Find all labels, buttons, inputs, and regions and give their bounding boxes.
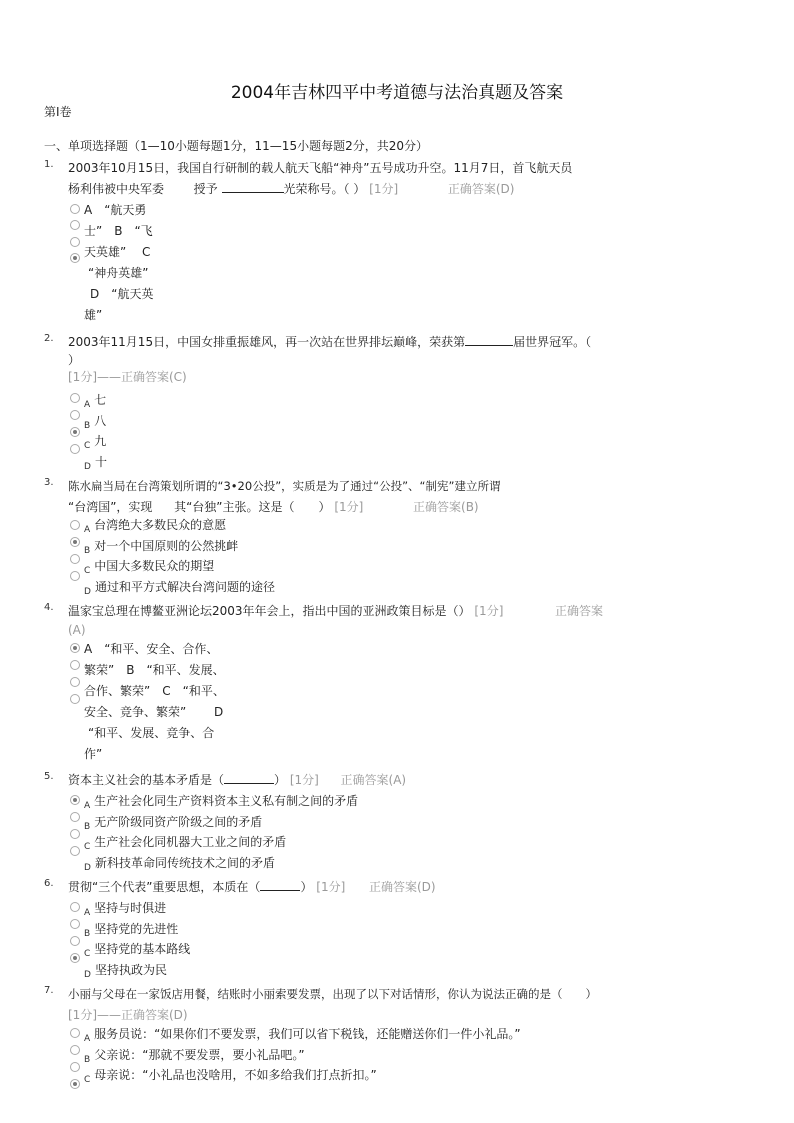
option-c: $_C$ 坚持党的基本路线	[84, 942, 191, 960]
option-list	[84, 515, 275, 597]
correct-answer: 正确答案	[555, 604, 604, 618]
option-line: “和平、发展、竞争、合	[88, 726, 215, 740]
radio-button-c[interactable]	[70, 554, 80, 564]
question-text: 2003年11月15日，中国女排重振雄风，再一次站在世界排坛巅峰，荣获第	[68, 335, 466, 349]
question-number: 4.	[44, 602, 54, 613]
radio-button-b[interactable]	[70, 410, 80, 420]
radio-button-d[interactable]	[70, 444, 80, 454]
option-a: $_A$ 服务员说：“如果你们不要发票，我们可以省下税钱，还能赠送你们一件小礼品。”	[84, 1027, 521, 1044]
page-title: 2004年吉林四平中考道德与法治真题及答案	[230, 83, 564, 103]
correct-answer: 正确答案(D)	[368, 880, 436, 894]
option-b: $_B$ 无产阶级同资产阶级之间的矛盾	[84, 814, 263, 832]
fill-blank	[260, 883, 300, 891]
correct-answer: 正确答案(D)	[447, 182, 515, 196]
points-answer: [1分]——正确答案(D)	[68, 1008, 188, 1022]
question-text: 光荣称号。（ ）	[283, 182, 366, 196]
option-line: 合作、繁荣” C “和平、	[84, 684, 225, 698]
option-a: $_A$ 七	[84, 393, 107, 410]
radio-button-c[interactable]	[70, 677, 80, 687]
radio-button-d[interactable]	[70, 953, 80, 963]
question-text: 陈水扁当局在台湾策划所谓的“3•20公投”，实质是为了通过“公投”、“制宪”建立所谓	[68, 479, 501, 493]
radio-button-b[interactable]	[70, 537, 80, 547]
question-number: 2.	[44, 333, 54, 344]
points-label: [1分]	[316, 880, 346, 894]
points-label: [1分]	[334, 500, 364, 514]
option-b: $_B$ 对一个中国原则的公然挑衅	[84, 538, 239, 556]
option-line: 安全、竞争、繁荣” D	[84, 705, 224, 719]
radio-button-c[interactable]	[70, 936, 80, 946]
option-c: $_C$ 母亲说：“小礼品也没啥用，不如多给我们打点折扣。”	[84, 1068, 377, 1086]
question-number: 7.	[44, 985, 54, 996]
section-heading: 一、单项选择题（1—10小题每题1分，11—15小题每题2分，共20分）	[44, 139, 428, 153]
option-d: $_D$ 通过和平方式解决台湾问题的途径	[84, 579, 275, 597]
points-label: [1分]	[474, 604, 504, 618]
radio-button-c[interactable]	[70, 237, 80, 247]
option-d: $_D$ 新科技革命同传统技术之间的矛盾	[84, 855, 275, 873]
question-text: ）	[300, 880, 313, 894]
question-2	[44, 332, 684, 388]
option-b: $_B$ 八	[84, 413, 107, 431]
question-text: 届世界冠军。（	[513, 335, 592, 349]
fill-blank	[224, 776, 274, 784]
question-text: 贯彻“三个代表”重要思想，本质在（	[68, 880, 261, 894]
points-label: [1分]	[369, 182, 399, 196]
option-d: $_D$ 十	[84, 454, 107, 472]
points-answer: [1分]——正确答案(C)	[68, 370, 187, 384]
radio-button-b[interactable]	[70, 660, 80, 670]
fill-blank	[222, 180, 284, 193]
question-text: 杨利伟被中央军委	[68, 182, 165, 196]
correct-answer: 正确答案(A)	[340, 773, 407, 787]
radio-button-a[interactable]	[70, 643, 80, 653]
option-b: $_B$ 父亲说：“那就不要发票，要小礼品吧。”	[84, 1047, 305, 1065]
radio-button-d[interactable]	[70, 694, 80, 704]
radio-button-d[interactable]	[70, 1079, 80, 1089]
question-text: ）	[68, 353, 81, 367]
question-6	[44, 877, 684, 898]
option-list	[84, 639, 254, 765]
option-list	[84, 1024, 521, 1086]
radio-button-a[interactable]	[70, 520, 80, 530]
question-5	[44, 770, 684, 791]
radio-button-c[interactable]	[70, 427, 80, 437]
question-1	[44, 158, 684, 200]
option-list	[84, 791, 358, 873]
radio-button-d[interactable]	[70, 253, 80, 263]
radio-button-d[interactable]	[70, 571, 80, 581]
radio-button-b[interactable]	[70, 1045, 80, 1055]
question-number: 6.	[44, 878, 54, 889]
radio-button-a[interactable]	[70, 1028, 80, 1038]
radio-button-d[interactable]	[70, 846, 80, 856]
radio-button-b[interactable]	[70, 220, 80, 230]
option-line: 天英雄” C	[84, 245, 151, 259]
radio-button-a[interactable]	[70, 795, 80, 805]
option-d: $_D$ 坚持执政为民	[84, 962, 167, 980]
option-a: $_A$ 坚持与时俱进	[84, 901, 167, 918]
correct-answer-letter: (A)	[68, 623, 86, 637]
question-number: 1.	[44, 159, 54, 170]
question-text: 资本主义社会的基本矛盾是（	[68, 773, 225, 787]
option-a: $_A$ 台湾绝大多数民众的意愿	[84, 518, 227, 535]
radio-button-a[interactable]	[70, 393, 80, 403]
option-list	[84, 390, 107, 472]
question-4	[44, 601, 684, 638]
question-number: 3.	[44, 477, 54, 488]
option-list	[84, 200, 184, 326]
radio-button-a[interactable]	[70, 204, 80, 214]
option-line: A “航天勇	[84, 203, 147, 217]
option-list	[84, 898, 190, 980]
fill-blank	[465, 333, 513, 346]
option-c: $_C$ 生产社会化同机器大工业之间的矛盾	[84, 835, 287, 853]
radio-button-c[interactable]	[70, 829, 80, 839]
option-line: “神舟英雄”	[88, 266, 149, 280]
radio-button-b[interactable]	[70, 812, 80, 822]
radio-button-c[interactable]	[70, 1062, 80, 1072]
option-line: 雄”	[84, 308, 103, 322]
question-text: 授予	[193, 182, 218, 196]
question-text: 其“台独”主张。这是（ ）	[174, 500, 331, 514]
option-a: $_A$ 生产社会化同生产资料资本主义私有制之间的矛盾	[84, 794, 359, 811]
radio-button-a[interactable]	[70, 902, 80, 912]
option-c: $_C$ 中国大多数民众的期望	[84, 559, 215, 577]
question-text: 小丽与父母在一家饭店用餐，结账时小丽索要发票，出现了以下对话情形，你认为说法正确的是（ ）	[68, 987, 597, 1001]
question-text: 2003年10月15日，我国自行研制的载人航天飞船“神舟”五号成功升空。11月7日，首飞航天员	[68, 161, 573, 175]
question-text: 温家宝总理在博鳌亚洲论坛2003年年会上，指出中国的亚洲政策目标是（）	[68, 604, 471, 618]
question-7	[44, 984, 684, 1026]
correct-answer: 正确答案(B)	[413, 500, 479, 514]
question-3	[44, 476, 684, 518]
question-text: “台湾国”，实现	[68, 500, 153, 514]
option-line: 繁荣” B “和平、发展、	[84, 663, 225, 677]
question-number: 5.	[44, 771, 54, 782]
option-line: D “航天英	[90, 287, 154, 301]
option-line: A “和平、安全、合作、	[84, 642, 219, 656]
points-label: [1分]	[289, 773, 319, 787]
volume-label: 第Ⅰ卷	[44, 105, 72, 119]
option-c: $_C$ 九	[84, 434, 107, 452]
option-line: 作”	[84, 747, 103, 761]
radio-button-b[interactable]	[70, 919, 80, 929]
option-b: $_B$ 坚持党的先进性	[84, 921, 179, 939]
question-text: ）	[274, 773, 287, 787]
option-line: 士” B “飞	[84, 224, 153, 238]
